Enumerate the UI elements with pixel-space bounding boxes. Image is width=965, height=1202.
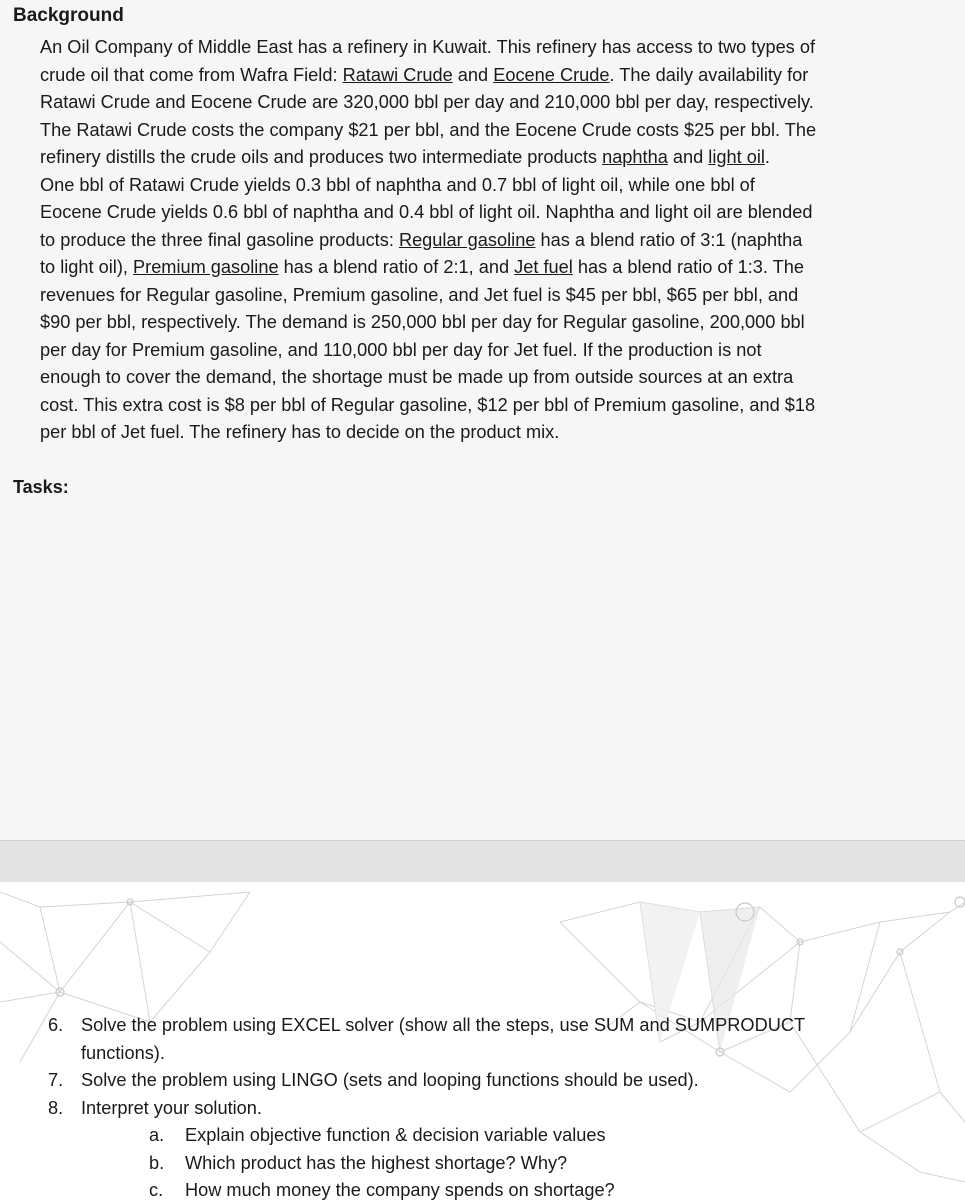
task-text-line: Solve the problem using EXCEL solver (show all the steps, use SUM and SUMPRODUCT bbox=[81, 1015, 806, 1035]
subtask-letter: c. bbox=[149, 1180, 164, 1200]
task-number: 7. bbox=[48, 1070, 64, 1090]
task-text-line: Solve the problem using LINGO (sets and looping functions should be used). bbox=[81, 1070, 699, 1090]
paragraph-line: The Ratawi Crude costs the company $21 per bbl, and the Eocene Crude costs $25 per bbl. The bbox=[40, 119, 817, 140]
paragraph-line: revenues for Regular gasoline, Premium gasoline, and Jet fuel is $45 per bbl, $65 per bbl, and bbox=[40, 284, 799, 305]
tasks-heading: Tasks: bbox=[13, 477, 69, 497]
task-number: 8. bbox=[48, 1097, 64, 1118]
subtask-text: How much money the company spends on shortage? bbox=[185, 1180, 615, 1200]
underlined-term: light oil bbox=[708, 147, 765, 167]
underlined-term: naphtha bbox=[602, 147, 668, 167]
background-heading: Background bbox=[13, 5, 124, 26]
paragraph-line: An Oil Company of Middle East has a refinery in Kuwait. This refinery has access to two types of bbox=[40, 37, 816, 57]
paragraph-line: cost. This extra cost is $8 per bbl of Regular gasoline, $12 per bbl of Premium gasoline, and $18 bbox=[40, 394, 816, 415]
underlined-term: Premium gasoline bbox=[133, 257, 279, 277]
underlined-term: Eocene Crude bbox=[493, 64, 610, 85]
task-text-line: functions). bbox=[81, 1042, 165, 1063]
background-paragraph bbox=[40, 34, 935, 447]
task-text-line: Interpret your solution. bbox=[81, 1097, 262, 1118]
paragraph-line: $90 per bbl, respectively. The demand is 250,000 bbl per day for Regular gasoline, 200,000 bbl bbox=[40, 312, 805, 332]
subtask-text: Explain objective function & decision variable values bbox=[185, 1125, 606, 1145]
underlined-term: Ratawi Crude bbox=[342, 64, 453, 85]
paragraph-line: Ratawi Crude and Eocene Crude are 320,000 bbl per day and 210,000 bbl per day, respectively. bbox=[40, 92, 814, 112]
paragraph-line: Eocene Crude yields 0.6 bbl of naphtha and 0.4 bbl of light oil. Naphtha and light oil are blended bbox=[40, 202, 813, 222]
paragraph-line: refinery distills the crude oils and produces two intermediate products naphtha and light oil. bbox=[40, 147, 770, 167]
task-number: 6. bbox=[48, 1015, 64, 1035]
paragraph-line: to light oil), Premium gasoline has a blend ratio of 2:1, and Jet fuel has a blend ratio of 1:3. The bbox=[40, 257, 805, 277]
paragraph-line: enough to cover the demand, the shortage must be made up from outside sources at an extra bbox=[40, 367, 794, 387]
paragraph-line: crude oil that come from Wafra Field: Ratawi Crude and Eocene Crude. The daily availability for bbox=[40, 64, 809, 85]
task-item bbox=[48, 1012, 928, 1067]
subtask-letter: b. bbox=[149, 1152, 165, 1173]
task-list bbox=[48, 1012, 928, 1202]
paragraph-line: One bbl of Ratawi Crude yields 0.3 bbl of naphtha and 0.7 bbl of light oil, while one bbl of bbox=[40, 174, 755, 195]
underlined-term: Regular gasoline bbox=[398, 229, 536, 250]
paragraph-line: to produce the three final gasoline products: Regular gasoline has a blend ratio of 3:1 (naphtha bbox=[40, 229, 803, 250]
paragraph-line: per bbl of Jet fuel. The refinery has to decide on the product mix. bbox=[40, 422, 560, 442]
underlined-term: Jet fuel bbox=[514, 257, 573, 277]
task-item bbox=[48, 1067, 928, 1095]
subtask-item bbox=[48, 1177, 928, 1202]
subtask-text: Which product has the highest shortage? Why? bbox=[185, 1152, 568, 1173]
paragraph-line: per day for Premium gasoline, and 110,000 bbl per day for Jet fuel. If the production is not bbox=[40, 339, 762, 360]
document-page-2 bbox=[0, 882, 965, 1202]
page-separator bbox=[0, 840, 965, 883]
subtask-item bbox=[48, 1122, 928, 1150]
subtask-item bbox=[48, 1150, 928, 1178]
task-item bbox=[48, 1095, 928, 1123]
subtask-letter: a. bbox=[149, 1125, 165, 1145]
